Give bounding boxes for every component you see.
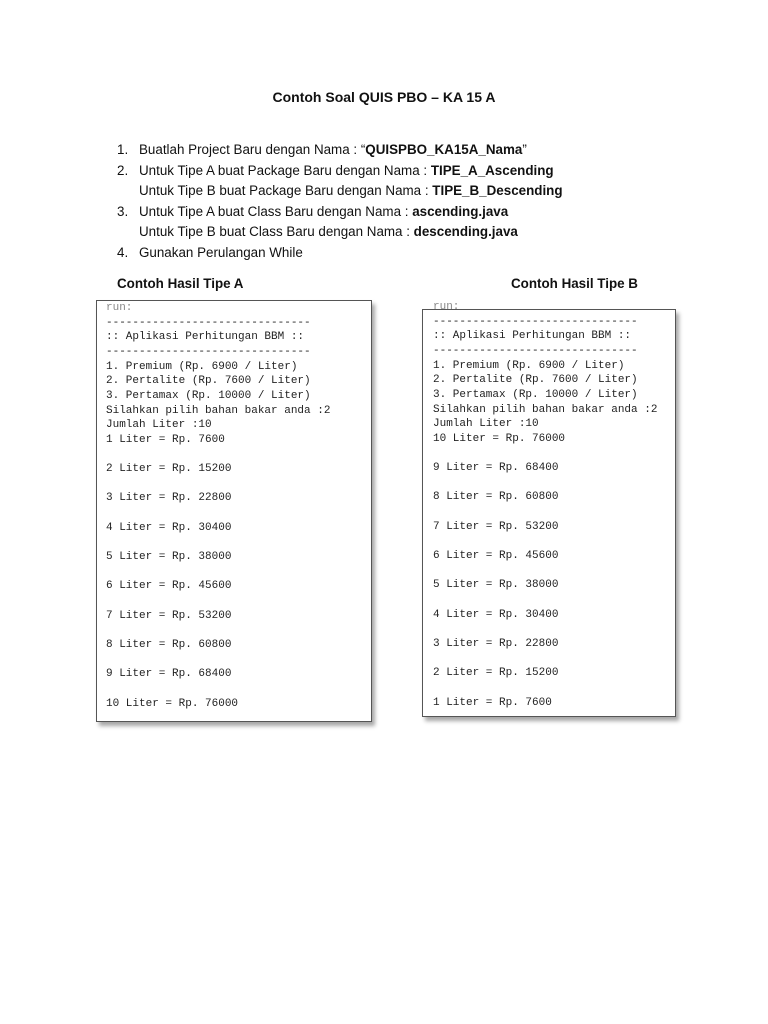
- item-number: 2.: [117, 162, 129, 178]
- console-run-label: run:: [106, 302, 133, 314]
- item-text: Untuk Tipe A buat Package Baru dengan Nama :: [139, 162, 431, 178]
- item-line: [139, 202, 518, 223]
- console-line: 1 Liter = Rp. 7600: [106, 433, 225, 446]
- item-text: Untuk Tipe B buat Package Baru dengan Nama :: [139, 183, 433, 198]
- item-text: Untuk Tipe B buat Class Baru dengan Nama :: [139, 224, 414, 239]
- item-bold-text: ascending.java: [412, 203, 509, 219]
- item-bold-text: descending.java: [413, 224, 518, 239]
- console-line: 10 Liter = Rp. 76000: [106, 697, 239, 710]
- item-bold-text: TIPE_A_Ascending: [430, 162, 554, 178]
- console-line: 3. Pertamax (Rp. 10000 / Liter): [106, 389, 311, 402]
- item-bold-text: QUISPBO_KA15A_Nama: [365, 142, 523, 157]
- console-line: Silahkan pilih bahan bakar anda :2: [106, 404, 331, 417]
- caption-tipe-b: Contoh Hasil Tipe B: [511, 276, 638, 291]
- item-text: Untuk Tipe A buat Class Baru dengan Nama :: [139, 203, 413, 219]
- console-run-label: run:: [433, 301, 460, 313]
- console-line: 1 Liter = Rp. 7600: [433, 696, 552, 709]
- console-line: 7 Liter = Rp. 53200: [106, 609, 232, 622]
- console-output-tipe-b: [422, 301, 676, 717]
- console-line: 5 Liter = Rp. 38000: [106, 551, 232, 564]
- console-line: 9 Liter = Rp. 68400: [433, 462, 559, 475]
- item-number: 4.: [117, 244, 129, 260]
- console-line: 3 Liter = Rp. 22800: [433, 637, 559, 650]
- console-line: -------------------------------: [106, 345, 311, 358]
- console-line: 8 Liter = Rp. 60800: [433, 491, 559, 504]
- item-line: [139, 243, 303, 264]
- instruction-list: [117, 140, 563, 263]
- console-line: :: Aplikasi Perhitungan BBM ::: [433, 330, 632, 343]
- item-text: Gunakan Perulangan While: [139, 244, 303, 260]
- console-line: 8 Liter = Rp. 60800: [106, 638, 232, 651]
- console-line: 3 Liter = Rp. 22800: [106, 492, 232, 505]
- item-text: Buatlah Project Baru dengan Nama : “: [139, 142, 366, 157]
- console-line: 9 Liter = Rp. 68400: [106, 668, 232, 681]
- console-line: 1. Premium (Rp. 6900 / Liter): [433, 359, 625, 372]
- item-number: 1.: [117, 142, 129, 157]
- console-line: -------------------------------: [433, 344, 638, 357]
- console-line: 2. Pertalite (Rp. 7600 / Liter): [106, 375, 311, 388]
- item-bold-text: TIPE_B_Descending: [432, 183, 563, 198]
- item-tail: ”: [522, 142, 527, 157]
- list-item: [117, 140, 563, 161]
- item-line: [139, 181, 563, 202]
- item-number: 3.: [117, 203, 129, 219]
- caption-tipe-a: Contoh Hasil Tipe A: [117, 276, 244, 291]
- console-line: -------------------------------: [433, 315, 638, 328]
- console-line: 4 Liter = Rp. 30400: [433, 608, 559, 621]
- console-line: 6 Liter = Rp. 45600: [433, 550, 559, 563]
- console-line: 4 Liter = Rp. 30400: [106, 521, 232, 534]
- console-line: :: Aplikasi Perhitungan BBM ::: [106, 331, 305, 344]
- console-line: Jumlah Liter :10: [106, 419, 212, 432]
- console-line: -------------------------------: [106, 316, 311, 329]
- console-output-tipe-a: [96, 300, 372, 722]
- list-item: [117, 161, 563, 202]
- list-item: [117, 243, 563, 264]
- console-line: 5 Liter = Rp. 38000: [433, 579, 559, 592]
- console-line: 2 Liter = Rp. 15200: [433, 667, 559, 680]
- item-line: [139, 222, 518, 243]
- console-line: 2 Liter = Rp. 15200: [106, 463, 232, 476]
- console-line: Silahkan pilih bahan bakar anda :2: [433, 403, 658, 416]
- console-line: 2. Pertalite (Rp. 7600 / Liter): [433, 374, 638, 387]
- item-line: [139, 161, 563, 182]
- console-line: 1. Premium (Rp. 6900 / Liter): [106, 360, 298, 373]
- list-item: [117, 202, 563, 243]
- console-line: Jumlah Liter :10: [433, 418, 539, 431]
- page-title: Contoh Soal QUIS PBO – KA 15 A: [272, 89, 496, 105]
- item-line: [139, 140, 527, 161]
- console-line: 7 Liter = Rp. 53200: [433, 520, 559, 533]
- console-line: 3. Pertamax (Rp. 10000 / Liter): [433, 388, 638, 401]
- console-line: 10 Liter = Rp. 76000: [433, 432, 566, 445]
- console-line: 6 Liter = Rp. 45600: [106, 580, 232, 593]
